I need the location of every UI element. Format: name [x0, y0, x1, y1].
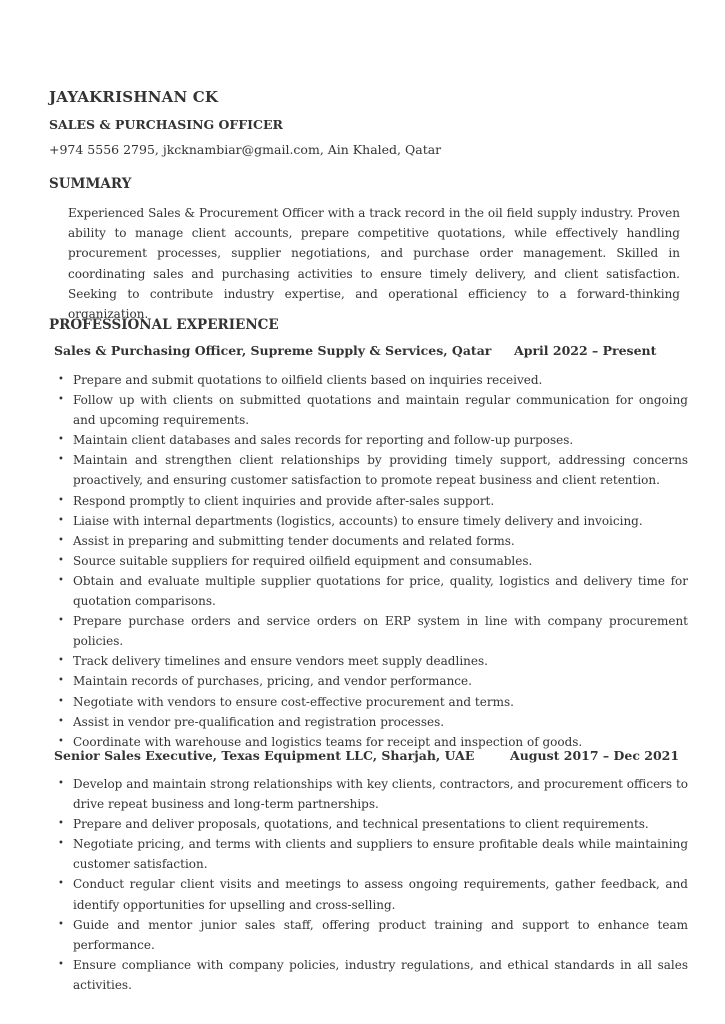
- job-header: [54, 343, 657, 358]
- candidate-role: SALES & PURCHASING OFFICER: [49, 117, 283, 132]
- list-item: • Track delivery timelines and ensure vendors meet supply deadlines.: [58, 651, 688, 671]
- list-item: • Negotiate pricing, and terms with clients and suppliers to ensure profitable deals while maintaining customer satisfaction.: [58, 834, 688, 874]
- list-item: • Follow up with clients on submitted quotations and maintain regular communication for ongoing and upcoming requirements.: [58, 390, 688, 430]
- candidate-name: JAYAKRISHNAN CK: [49, 88, 219, 106]
- list-item: • Source suitable suppliers for required oilfield equipment and consumables.: [58, 551, 688, 571]
- job-title: Sales & Purchasing Officer, Supreme Supply & Services, Qatar: [54, 343, 492, 358]
- list-item: • Liaise with internal departments (logistics, accounts) to ensure timely delivery and invoicing.: [58, 511, 688, 531]
- job-title: Senior Sales Executive, Texas Equipment LLC, Sharjah, UAE: [54, 748, 475, 763]
- list-item: • Respond promptly to client inquiries and provide after-sales support.: [58, 491, 688, 511]
- list-item: • Prepare and deliver proposals, quotations, and technical presentations to client requirements.: [58, 814, 688, 834]
- experience-heading: PROFESSIONAL EXPERIENCE: [49, 317, 279, 333]
- job-header: [54, 748, 680, 763]
- list-item: • Ensure compliance with company policies, industry regulations, and ethical standards in all sales activities.: [58, 955, 688, 995]
- job-bullets: [58, 370, 688, 752]
- list-item: • Coordinate with warehouse and logistics teams for receipt and inspection of goods.: [58, 732, 688, 752]
- list-item: • Obtain and evaluate multiple supplier quotations for price, quality, logistics and delivery time for quotation comparisons.: [58, 571, 688, 611]
- job-dates: August 2017 – Dec 2021: [510, 748, 680, 763]
- list-item: • Prepare purchase orders and service orders on ERP system in line with company procurement policies.: [58, 611, 688, 651]
- list-item: • Assist in vendor pre-qualification and registration processes.: [58, 712, 688, 732]
- contact-line: +974 5556 2795, jkcknambiar@gmail.com, Ain Khaled, Qatar: [49, 142, 442, 157]
- list-item: • Guide and mentor junior sales staff, offering product training and support to enhance team performance.: [58, 915, 688, 955]
- list-item: • Maintain and strengthen client relationships by providing timely support, addressing concerns proactively, and ensuring customer satisfaction to promote repeat business and client retention.: [58, 450, 688, 490]
- job-bullets: [58, 774, 688, 995]
- summary-heading: SUMMARY: [49, 176, 132, 192]
- summary-text: Experienced Sales & Procurement Officer with a track record in the oil field supply industry. Proven ability to manage client accounts, prepare competitive quotations, while effectively handling procurement processes, supplier negotiations, and purchase order management. Skilled in coordinating sales and purchasing activities to ensure timely delivery, and client satisfaction. Seeking to contribute industry expertise, and operational efficiency to a forward-thinking organization.: [68, 206, 680, 322]
- list-item: • Maintain records of purchases, pricing, and vendor performance.: [58, 671, 688, 691]
- job-dates: April 2022 – Present: [514, 343, 657, 358]
- list-item: • Maintain client databases and sales records for reporting and follow-up purposes.: [58, 430, 688, 450]
- list-item: • Negotiate with vendors to ensure cost-effective procurement and terms.: [58, 692, 688, 712]
- list-item: • Develop and maintain strong relationships with key clients, contractors, and procurement officers to drive repeat business and long-term partnerships.: [58, 774, 688, 814]
- list-item: • Prepare and submit quotations to oilfield clients based on inquiries received.: [58, 370, 688, 390]
- list-item: • Assist in preparing and submitting tender documents and related forms.: [58, 531, 688, 551]
- list-item: • Conduct regular client visits and meetings to assess ongoing requirements, gather feedback, and identify opportunities for upselling and cross-selling.: [58, 874, 688, 914]
